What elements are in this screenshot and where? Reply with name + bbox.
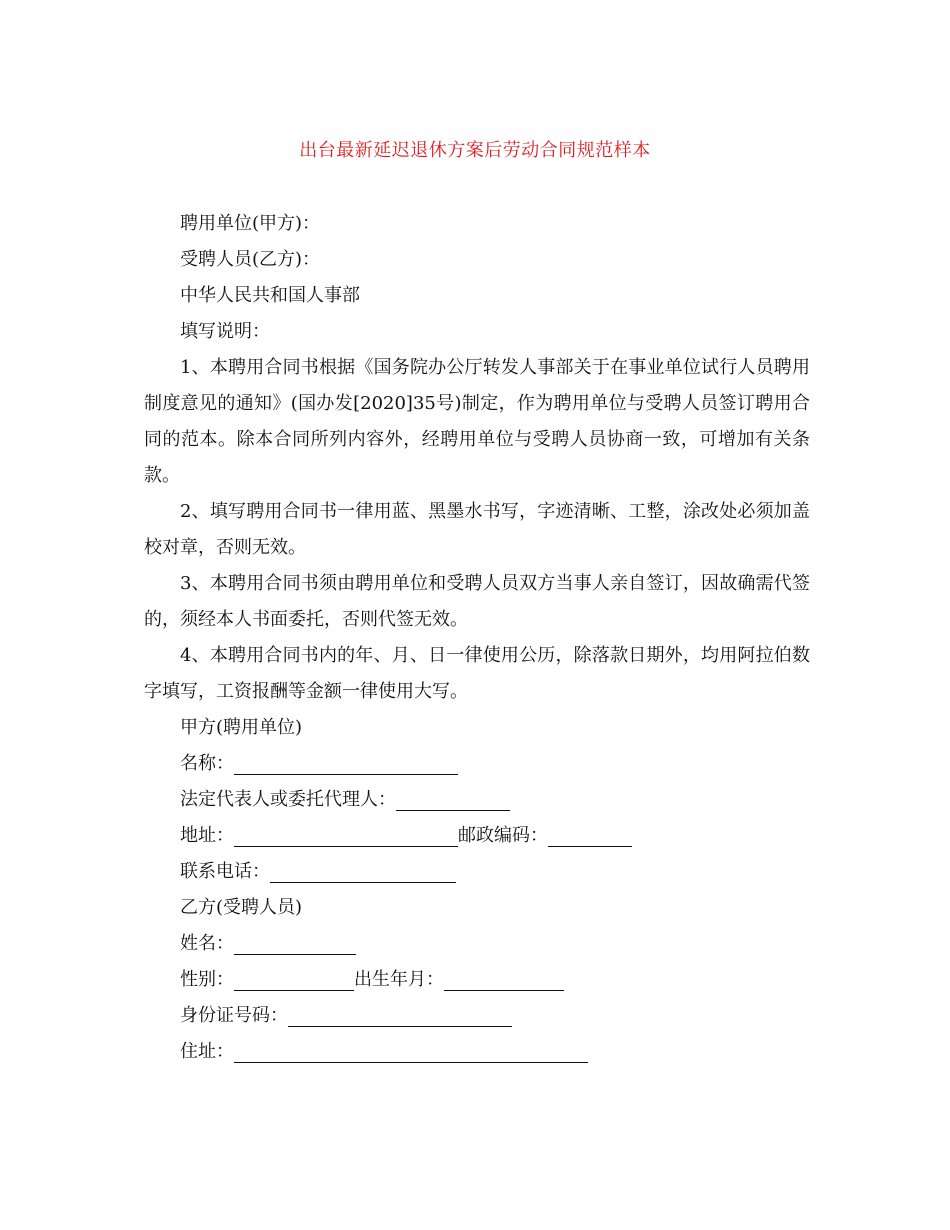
party-a-phone-label: 联系电话： (180, 861, 270, 882)
instruction-item-4: 4、本聘用合同书内的年、月、日一律使用公历，除落款日期外，均用阿拉伯数字填写，工资报酬等金额一律使用大写。 (144, 645, 810, 702)
party-b-name-field[interactable] (234, 928, 356, 955)
party-a-name-row (144, 746, 810, 782)
party-a-address-row (144, 818, 810, 854)
party-b-address-label: 住址： (180, 1041, 234, 1062)
party-b-id-field[interactable] (288, 1000, 512, 1027)
party-b-gender-field[interactable] (234, 964, 354, 991)
party-b-address-row (144, 1034, 810, 1070)
party-b-address-field[interactable] (234, 1036, 588, 1063)
party-a-legal-rep-row (144, 782, 810, 818)
party-a-address-label: 地址： (180, 825, 234, 846)
issuer-line: 中华人民共和国人事部 (180, 285, 360, 306)
party-a-phone-field[interactable] (270, 856, 456, 883)
instructions-label: 填写说明： (180, 321, 270, 342)
party-a-postcode-label: 邮政编码： (458, 825, 548, 846)
party-a-legal-rep-label: 法定代表人或委托代理人： (180, 789, 396, 810)
document-title: 出台最新延迟退休方案后劳动合同规范样本 (299, 140, 651, 161)
party-a-name-label: 名称： (180, 753, 234, 774)
party-b-name-row (144, 926, 810, 962)
party-a-name-field[interactable] (234, 748, 458, 775)
party-b-gender-label: 性别： (180, 969, 234, 990)
instruction-item-1: 1、本聘用合同书根据《国务院办公厅转发人事部关于在事业单位试行人员聘用制度意见的通知》(国办发[2020]35号)制定，作为聘用单位与受聘人员签订聘用合同的范本。除本合同所列内容外，经聘用单位与受聘人员协商一致，可增加有关条款。 (144, 357, 810, 486)
party-b-name-label: 姓名： (180, 933, 234, 954)
party-a-legal-rep-field[interactable] (396, 784, 510, 811)
party-b-birth-field[interactable] (444, 964, 564, 991)
party-b-id-row (144, 998, 810, 1034)
party-b-id-label: 身份证号码： (180, 1005, 288, 1026)
party-a-phone-row (144, 854, 810, 890)
party-a-address-field[interactable] (234, 820, 458, 847)
employer-label: 聘用单位(甲方)： (180, 213, 321, 234)
party-a-heading: 甲方(聘用单位) (180, 717, 303, 738)
instruction-item-2: 2、填写聘用合同书一律用蓝、黑墨水书写，字迹清晰、工整，涂改处必须加盖校对章，否则无效。 (144, 501, 810, 558)
party-b-gender-row (144, 962, 810, 998)
party-a-postcode-field[interactable] (548, 820, 632, 847)
document-body (144, 206, 810, 1070)
party-b-birth-label: 出生年月： (354, 969, 444, 990)
instruction-item-3: 3、本聘用合同书须由聘用单位和受聘人员双方当事人亲自签订，因故确需代签的，须经本人书面委托，否则代签无效。 (144, 573, 810, 630)
party-b-heading: 乙方(受聘人员) (180, 897, 303, 918)
employee-label: 受聘人员(乙方)： (180, 249, 321, 270)
